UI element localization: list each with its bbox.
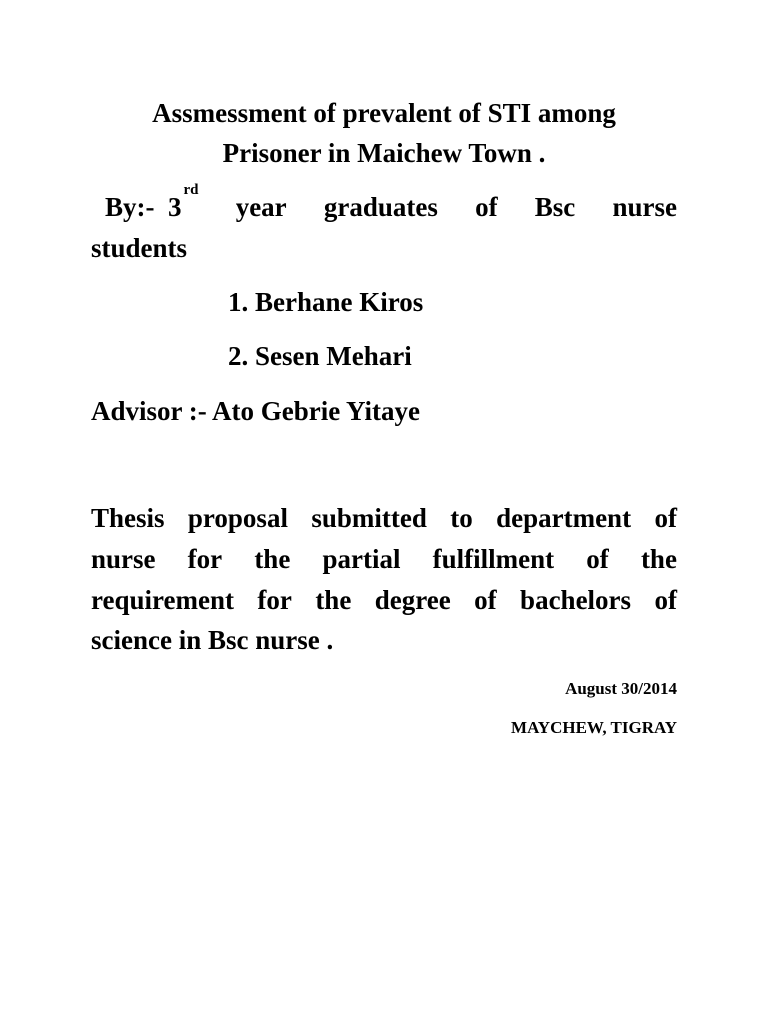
by-word: nurse [612,192,677,222]
by-line [91,182,677,225]
thesis-word: submitted [311,503,427,533]
by-word: year [235,192,287,222]
by-word: graduates [323,192,438,222]
by-prefix: By:- [105,192,155,222]
advisor-line: Advisor :- Ato Gebrie Yitaye [91,396,420,426]
thesis-word: degree [374,585,451,615]
title-line-1: Assmessment of prevalent of STI among [152,98,616,128]
thesis-word: for [257,585,292,615]
student-1: 1. Berhane Kiros [228,287,424,317]
thesis-word: requirement [91,585,234,615]
thesis-line-1 [91,500,677,536]
thesis-word: of [654,503,677,533]
thesis-line-2 [91,541,677,577]
thesis-word: the [640,544,677,574]
submission-date: August 30/2014 [565,679,677,698]
thesis-word: of [654,585,677,615]
thesis-line-4: science in Bsc nurse . [91,625,334,655]
thesis-line-3 [91,582,677,618]
location: MAYCHEW, TIGRAY [511,718,677,737]
student-2: 2. Sesen Mehari [228,341,412,371]
thesis-word: for [187,544,223,574]
thesis-word: bachelors [520,585,632,615]
thesis-word: to [450,503,473,533]
year-number: 3 [168,192,182,222]
title-line-2: Prisoner in Maichew Town . [222,138,546,168]
thesis-word: department [496,503,632,533]
by-word: Bsc [534,192,576,222]
thesis-word: the [315,585,352,615]
thesis-word: nurse [91,544,156,574]
thesis-word: proposal [187,503,288,533]
thesis-word: of [474,585,497,615]
thesis-word: fulfillment [432,544,555,574]
by-prefix-group [91,182,199,225]
year-ordinal-suffix: rd [183,182,199,198]
by-word: of [475,192,498,222]
thesis-word: Thesis [91,503,165,533]
thesis-word: partial [322,544,401,574]
thesis-word: of [586,544,609,574]
thesis-word: the [254,544,291,574]
by-continuation: students [91,233,188,263]
